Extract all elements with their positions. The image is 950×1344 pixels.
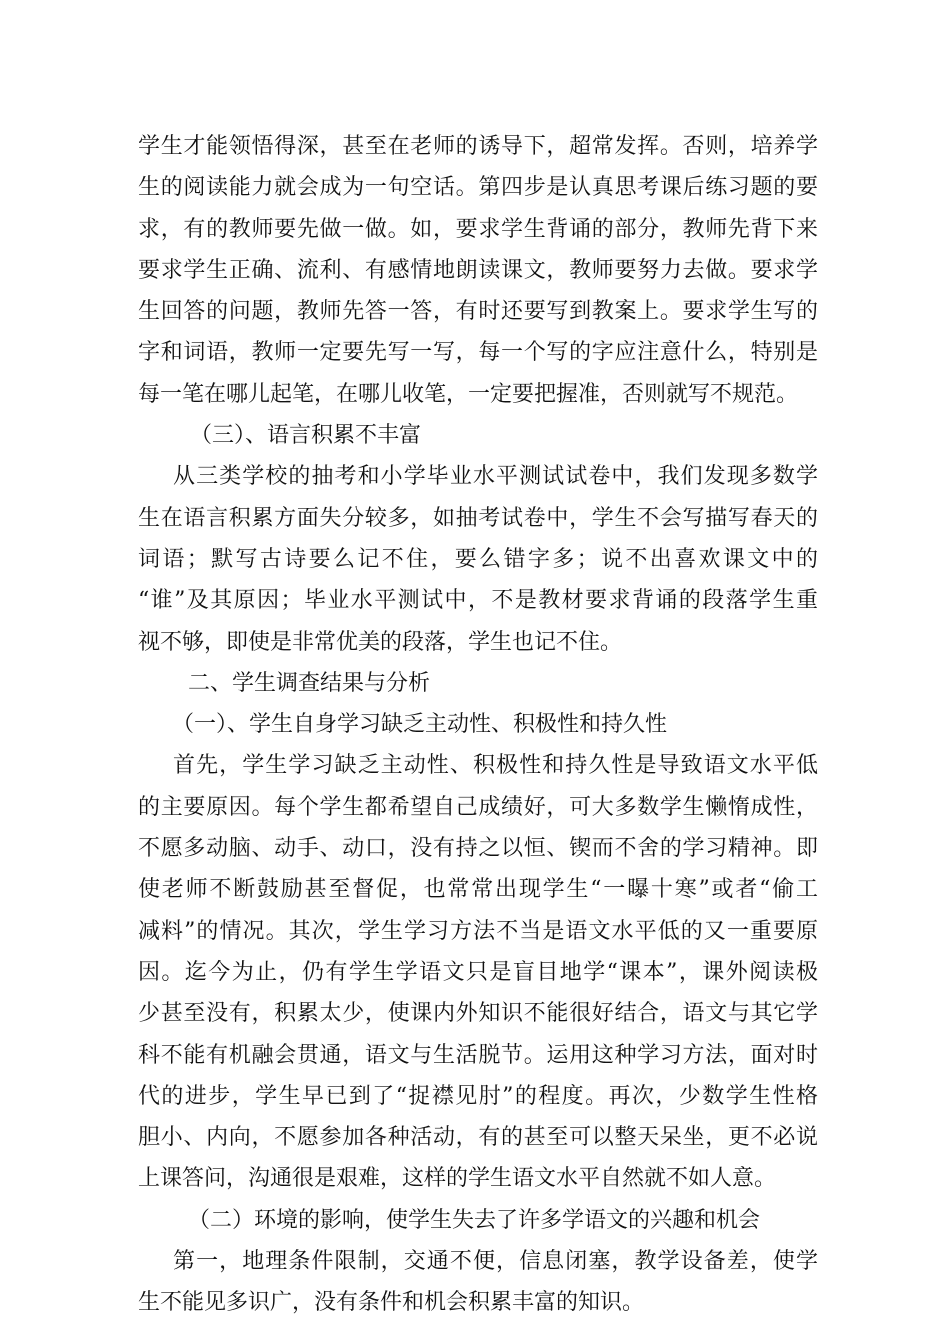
paragraph-first-line: 第一，地理条件限制，交通不便，信息闭塞，教学设备差，使学 bbox=[173, 1249, 818, 1275]
section-heading: （三）、语言积累不丰富 bbox=[190, 423, 422, 449]
text-line: 要求学生正确、流利、有感情地朗读课文，教师要努力去做。要求学 bbox=[138, 257, 818, 283]
text-line: 生回答的问题，教师先答一答，有时还要写到教案上。要求学生写的 bbox=[138, 299, 818, 325]
text-line: 生的阅读能力就会成为一句空话。第四步是认真思考课后练习题的要 bbox=[138, 175, 818, 201]
text-line: 求，有的教师要先做一做。如，要求学生背诵的部分，教师先背下来 bbox=[138, 216, 818, 242]
text-line: 不愿多动脑、动手、动口，没有持之以恒、锲而不舍的学习精神。即 bbox=[138, 836, 818, 862]
text-line: 的主要原因。每个学生都希望自己成绩好，可大多数学生懒惰成性， bbox=[138, 794, 818, 820]
paragraph-first-line: 从三类学校的抽考和小学毕业水平测试试卷中，我们发现多数学 bbox=[173, 464, 818, 490]
text-line: 生不能见多识广，没有条件和机会积累丰富的知识。 bbox=[138, 1290, 645, 1316]
text-line: 上课答问，沟通很是艰难，这样的学生语文水平自然就不如人意。 bbox=[138, 1166, 777, 1192]
text-line: “谁”及其原因；毕业水平测试中，不是教材要求背诵的段落学生重 bbox=[138, 588, 818, 614]
chapter-heading: 二、学生调查结果与分析 bbox=[188, 670, 431, 696]
paragraph-first-line: 首先，学生学习缺乏主动性、积极性和持久性是导致语文水平低 bbox=[173, 753, 818, 779]
text-line: 少甚至没有，积累太少，使课内外知识不能很好结合，语文与其它学 bbox=[138, 1001, 818, 1027]
text-line: 科不能有机融会贯通，语文与生活脱节。运用这种学习方法，面对时 bbox=[138, 1042, 818, 1068]
section-heading: （二）环境的影响，使学生失去了许多学语文的兴趣和机会 bbox=[188, 1207, 761, 1233]
text-line: 减料”的情况。其次，学生学习方法不当是语文水平低的又一重要原 bbox=[138, 918, 818, 944]
text-line: 学生才能领悟得深，甚至在老师的诱导下，超常发挥。否则，培养学 bbox=[138, 134, 818, 159]
document-body bbox=[138, 126, 818, 1324]
text-line: 生在语言积累方面失分较多，如抽考试卷中，学生不会写描写春天的 bbox=[138, 505, 818, 531]
text-line: 使老师不断鼓励甚至督促，也常常出现学生“一曝十寒”或者“偷工 bbox=[138, 877, 818, 903]
section-heading: （一）、学生自身学习缺乏主动性、积极性和持久性 bbox=[172, 712, 668, 738]
text-line: 胆小、内向，不愿参加各种活动，有的甚至可以整天呆坐，更不必说 bbox=[138, 1125, 818, 1151]
text-line: 因。迄今为止，仍有学生学语文只是盲目地学“课本”，课外阅读极 bbox=[138, 959, 818, 985]
text-line: 字和词语，教师一定要先写一写，每一个写的字应注意什么，特别是 bbox=[138, 340, 818, 366]
text-line: 代的进步，学生早已到了“捉襟见肘”的程度。再次，少数学生性格 bbox=[138, 1083, 818, 1109]
text-line: 词语；默写古诗要么记不住，要么错字多；说不出喜欢课文中的 bbox=[138, 546, 818, 572]
text-line: 视不够，即使是非常优美的段落，学生也记不住。 bbox=[138, 629, 623, 655]
text-line: 每一笔在哪儿起笔，在哪儿收笔，一定要把握准，否则就写不规范。 bbox=[138, 381, 799, 407]
